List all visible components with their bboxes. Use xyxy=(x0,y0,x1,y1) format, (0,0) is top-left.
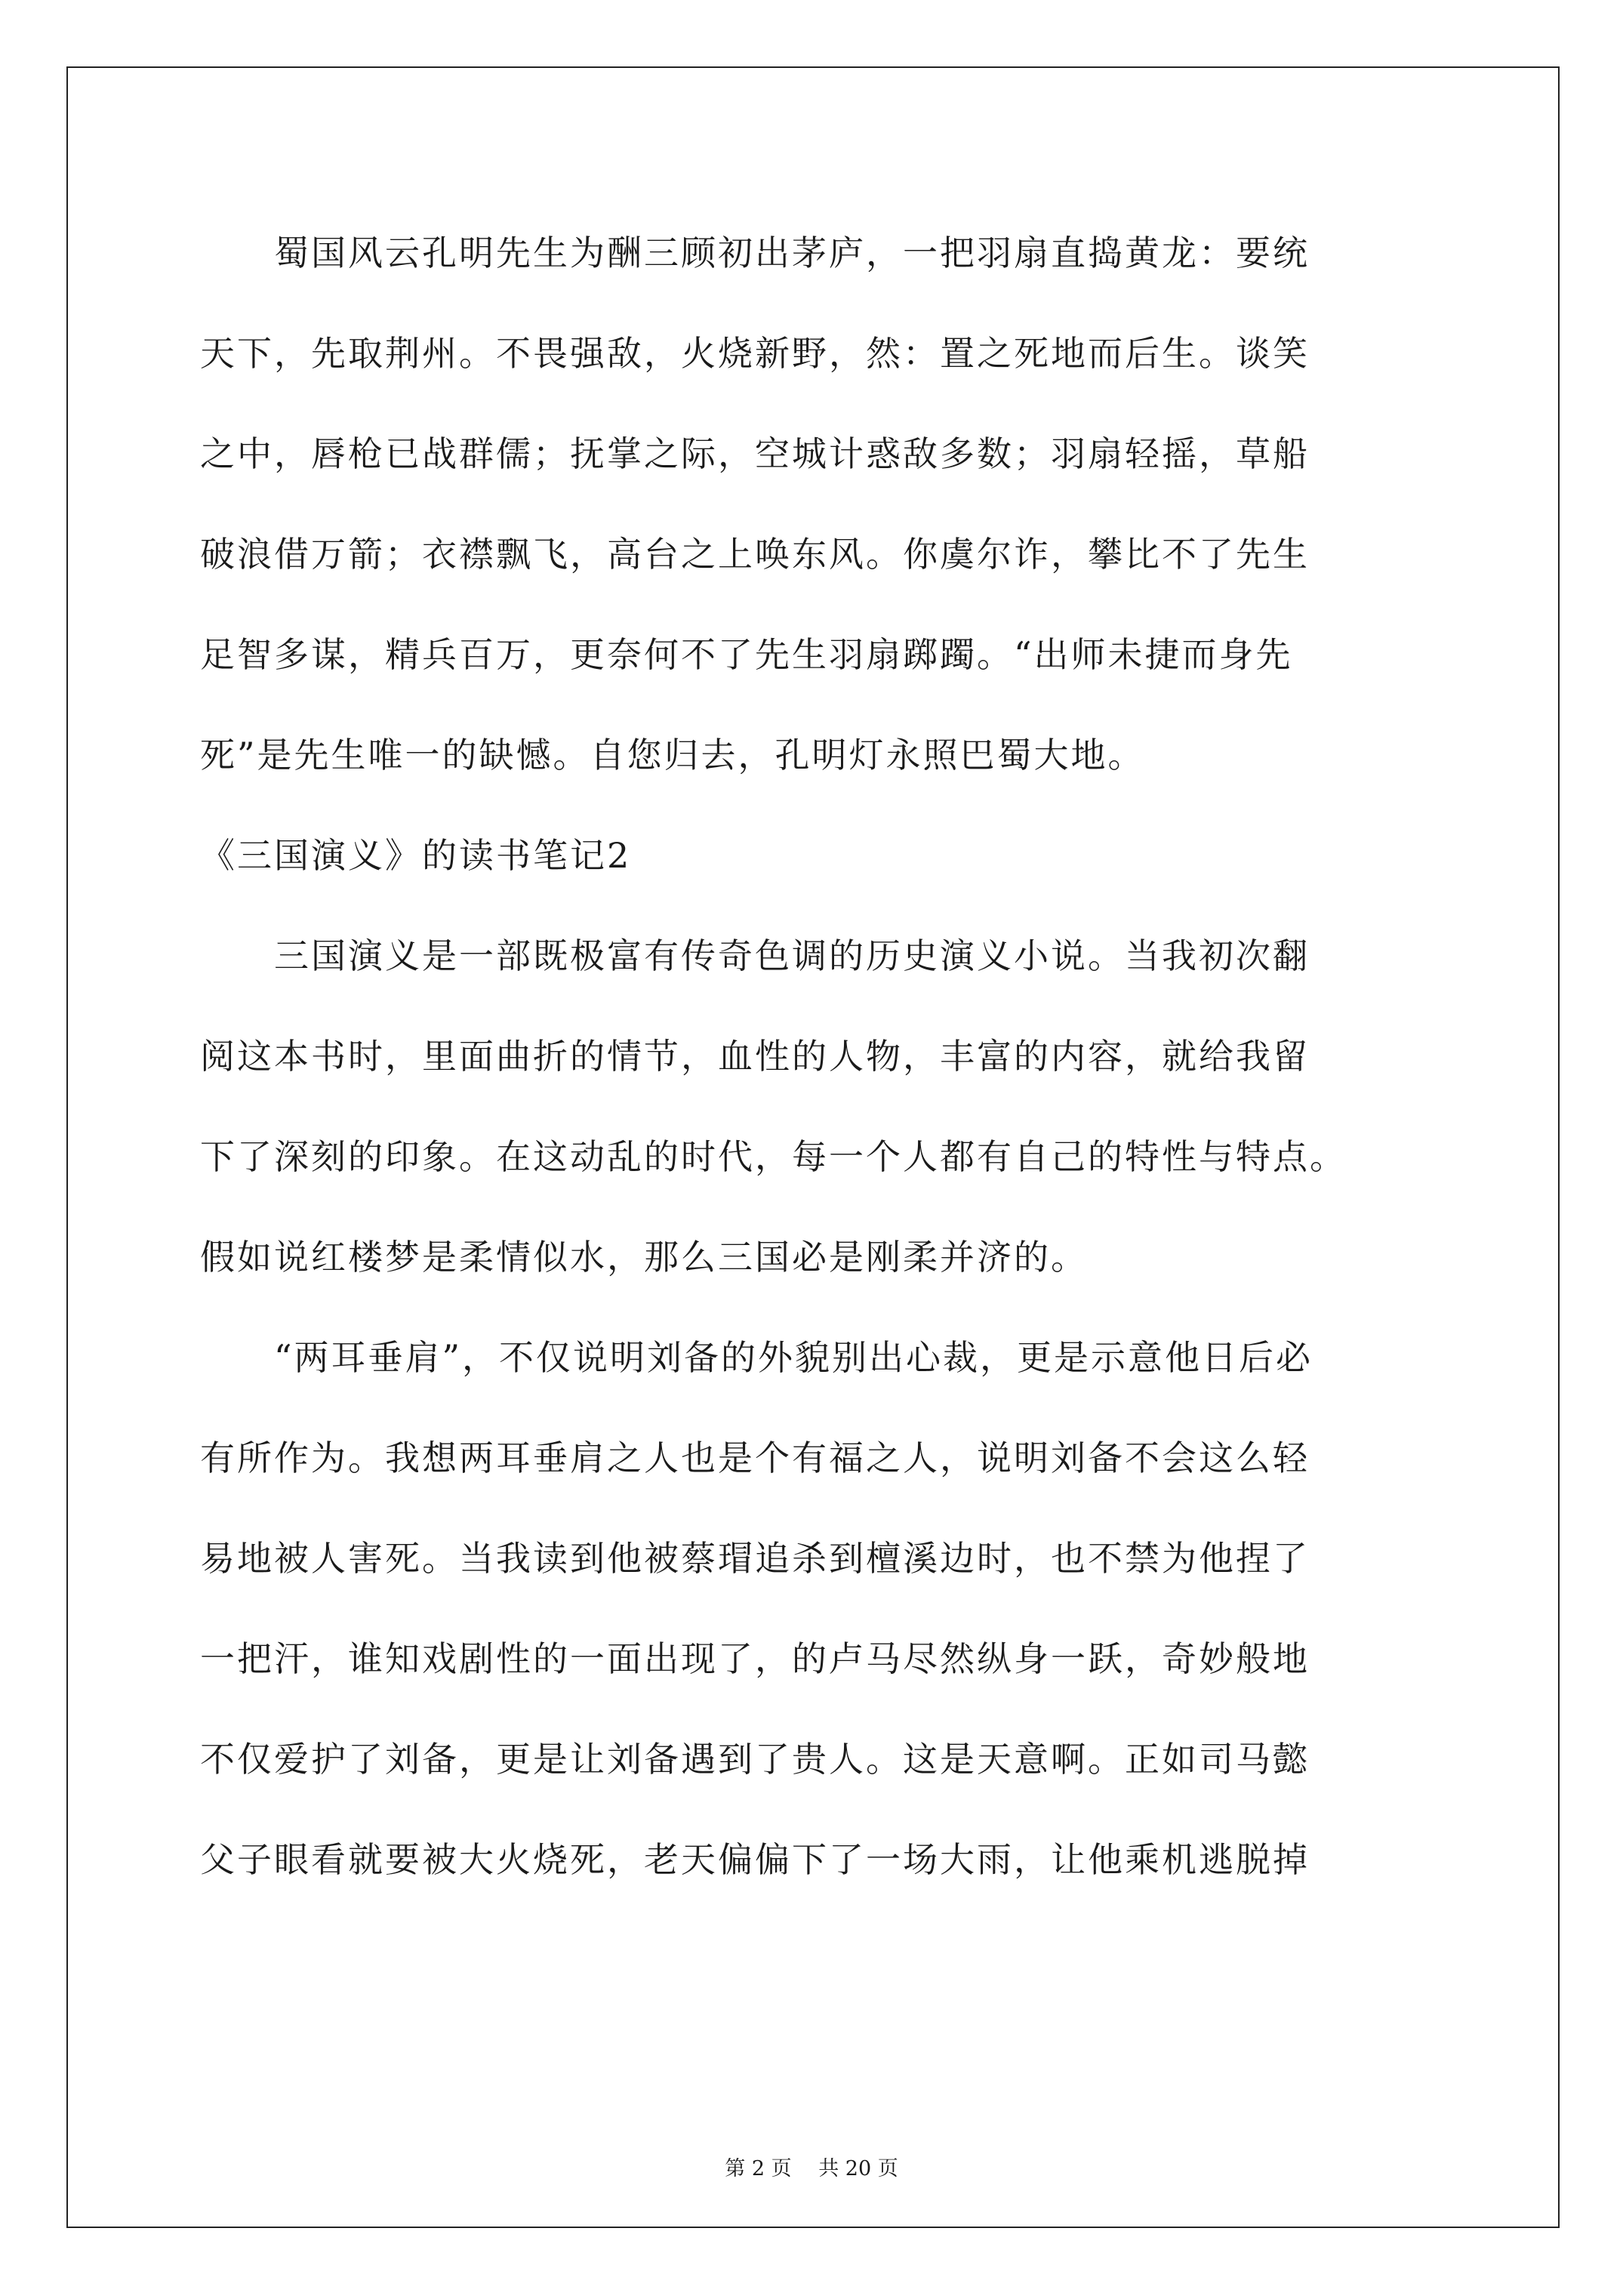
paragraph-line: 阅这本书时，里面曲折的情节，血性的人物，丰富的内容，就给我留 xyxy=(200,1036,1310,1077)
paragraph-line: 假如说红楼梦是柔情似水，那么三国必是刚柔并济的。 xyxy=(200,1237,1088,1277)
paragraph-line: 不仅爱护了刘备，更是让刘备遇到了贵人。这是天意啊。正如司马懿 xyxy=(200,1739,1310,1780)
page-number-footer: 第 2 页 共 20 页 xyxy=(725,2157,898,2180)
paragraph-line: 死”是先生唯一的缺憾。自您归去，孔明灯永照巴蜀大地。 xyxy=(200,735,1145,775)
paragraph-line: 有所作为。我想两耳垂肩之人也是个有福之人，说明刘备不会这么轻 xyxy=(200,1438,1310,1478)
paragraph-line: 易地被人害死。当我读到他被蔡瑁追杀到檀溪边时，也不禁为他捏了 xyxy=(200,1538,1310,1579)
paragraph-line: 下了深刻的印象。在这动乱的时代，每一个人都有自己的特性与特点。 xyxy=(200,1136,1347,1177)
paragraph-line: 天下，先取荆州。不畏强敌，火烧新野，然：置之死地而后生。谈笑 xyxy=(200,333,1310,374)
paragraph-line: 之中，唇枪已战群儒；抚掌之际，空城计惑敌多数；羽扇轻摇，草船 xyxy=(200,433,1310,474)
paragraph-line: 父子眼看就要被大火烧死，老天偏偏下了一场大雨，让他乘机逃脱掉 xyxy=(200,1839,1310,1880)
section-heading: 《三国演义》的读书笔记2 xyxy=(200,835,632,876)
paragraph-line: 一把汗，谁知戏剧性的一面出现了，的卢马尽然纵身一跃，奇妙般地 xyxy=(200,1638,1310,1679)
paragraph-line: “两耳垂肩”，不仅说明刘备的外貌别出心裁，更是示意他日后必 xyxy=(200,1337,1313,1378)
paragraph-line: 破浪借万箭；衣襟飘飞，高台之上唤东风。你虞尔诈，攀比不了先生 xyxy=(200,534,1310,575)
paragraph-line: 蜀国风云孔明先生为酬三顾初出茅庐，一把羽扇直捣黄龙：要统 xyxy=(200,233,1310,273)
paragraph-line: 三国演义是一部既极富有传奇色调的历史演义小说。当我初次翻 xyxy=(200,935,1310,976)
paragraph-line: 足智多谋，精兵百万，更奈何不了先生羽扇踯躅。“出师未捷而身先 xyxy=(200,634,1293,675)
